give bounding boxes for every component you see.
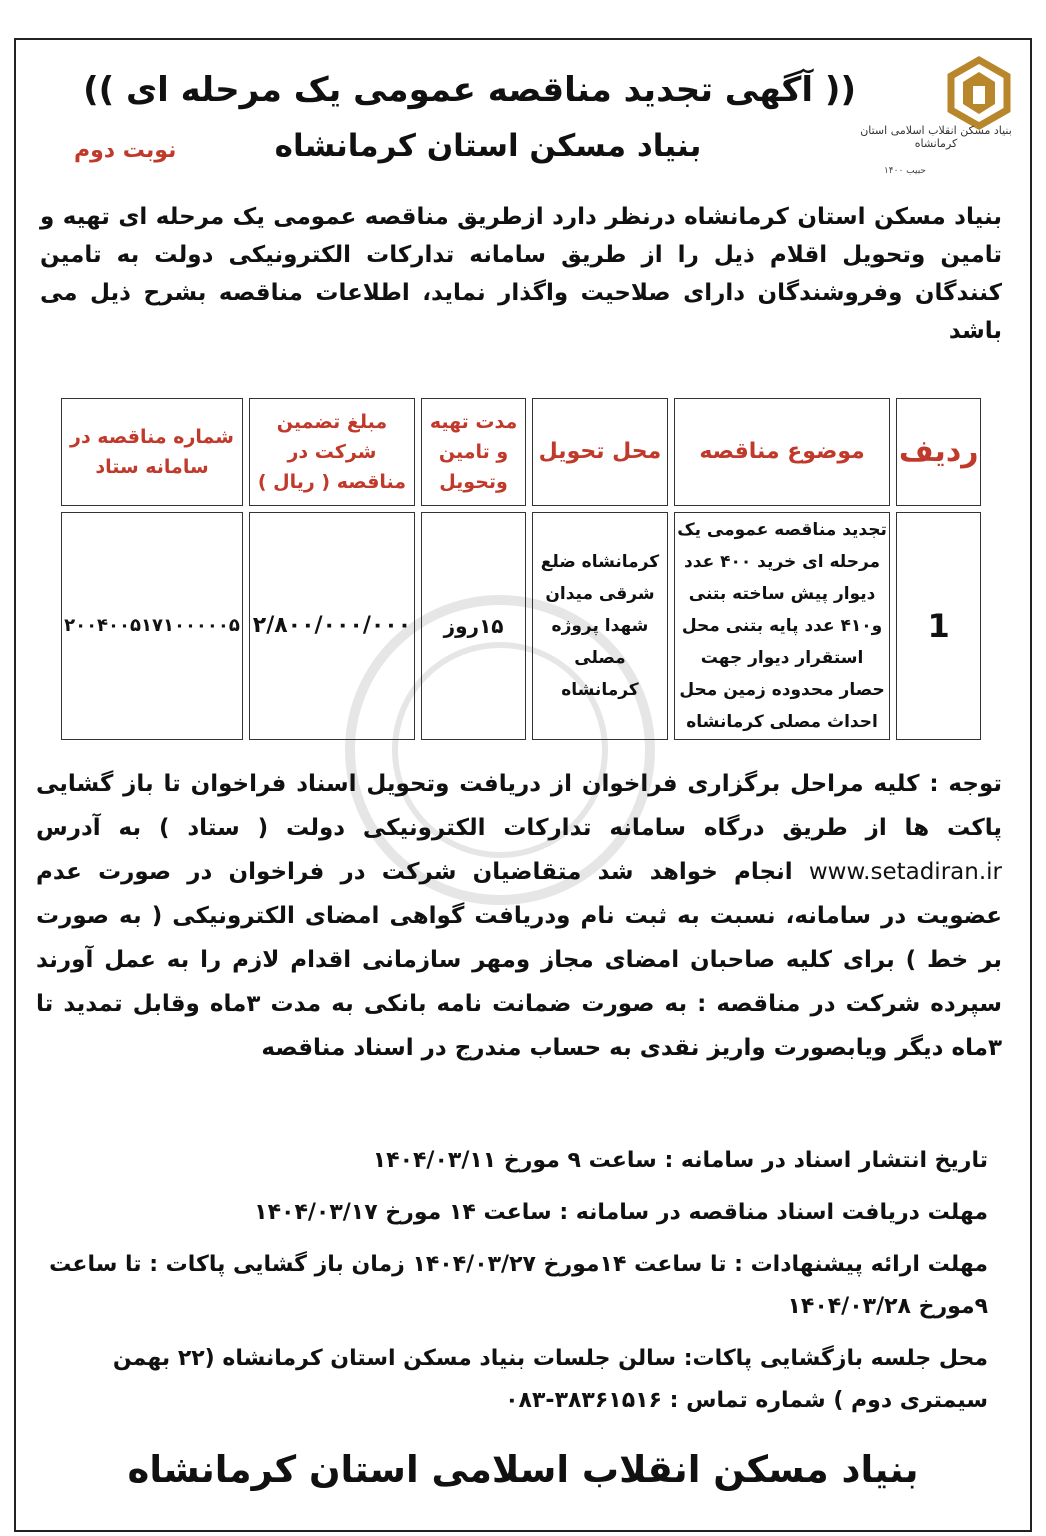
intro-paragraph: بنیاد مسکن استان کرمانشاه درنظر دارد ازطریق مناقصه عمومی یک مرحله ای تهیه و تامین وتحویل اقلام ذیل را از طریق سامانه تدارکات الکترونیکی دولت به تامین کنندگان وفروشندگان دارای صلاحیت واگذار نماید، اطلاعات مناقصه بشرح ذیل می باشد (40, 204, 1002, 344)
submit-deadline: مهلت ارائه پیشنهادات : تا ساعت ۱۴مورخ ۱۴۰۴/۰۳/۲۷ زمان باز گشایی پاکات : تا ساعت ۹مورخ ۱۴۰۴/۰۳/۲۸ (49, 1252, 988, 1319)
receive-deadline: مهلت دریافت اسناد مناقصه در سامانه : ساعت ۱۴ مورخ ۱۴۰۴/۰۳/۱۷ (254, 1200, 988, 1225)
notes-text-2: انجام خواهد شد متقاضیان شرکت در فراخوان در صورت عدم عضویت در سامانه، نسبت به ثبت نام ودریافت گواهی امضای الکترونیکی ( به صورت بر خط ) برای کلیه صاحبان امضای مجاز ومهر سازمانی اقدام لازم را به عمل آورند سپرده شرکت در مناقصه : به صورت ضمانت نامه بانکی به مدت ۳ماه وقابل تمدید تا ۳ماه دیگر ویابصورت واریز نقدی به حساب مندرج در اسناد مناقصه (36, 859, 1002, 1061)
header-tender-number: شماره مناقصه در سامانه ستاد (61, 398, 243, 506)
table-header-row (61, 398, 981, 506)
header-row-number: ردیف (896, 398, 981, 506)
cell-guarantee: ۲/۸۰۰/۰۰۰/۰۰۰ (249, 512, 415, 740)
header-duration: مدت تهیه و تامین وتحویل (421, 398, 526, 506)
header-place: محل تحویل (532, 398, 668, 506)
cell-tender-number: ۲۰۰۴۰۰۵۱۷۱۰۰۰۰۰۵ (61, 512, 243, 740)
notice-subtitle: بنیاد مسکن استان کرمانشاه (274, 128, 702, 164)
cell-duration: ۱۵روز (421, 512, 526, 740)
header-subject: موضوع مناقصه (674, 398, 891, 506)
cell-subject: تجدید مناقصه عمومی یک مرحله ای خرید ۴۰۰ عدد دیوار پیش ساخته بتنی و۴۱۰ عدد پایه بتنی محل استقرار دیوار جهت حصار محدوده زمین محل احداث مصلی کرمانشاه (674, 512, 891, 740)
round-label: نوبت دوم (74, 138, 177, 163)
logo-subcaption: حبیب ۱۴۰۰ (883, 166, 926, 176)
logo-caption: بنیاد مسکن انقلاب اسلامی استان کرمانشاه (860, 124, 1012, 150)
notes-paragraph (36, 762, 1002, 1070)
meeting-location: محل جلسه بازگشایی پاکات: سالن جلسات بنیاد مسکن استان کرمانشاه (۲۲ بهمن سیمتری دوم ) شماره تماس : ۳۸۳۶۱۵۱۶-۰۸۳ (112, 1346, 988, 1413)
footer-organization: بنیاد مسکن انقلاب اسلامی استان کرمانشاه (127, 1448, 919, 1491)
publish-date: تاریخ انتشار اسناد در سامانه : ساعت ۹ مورخ ۱۴۰۴/۰۳/۱۱ (372, 1148, 988, 1173)
notes-text-1: توجه : کلیه مراحل برگزاری فراخوان از دریافت وتحویل اسناد فراخوان تا باز گشایی پاکت ها از طریق درگاه سامانه تدارکات الکترونیکی دولت ( ستاد ) به آدرس (36, 771, 1002, 841)
header-guarantee: مبلغ تضمین شرکت در مناقصه ( ریال ) (249, 398, 415, 506)
website-link[interactable]: www.setadiran.ir (808, 859, 1002, 885)
cell-place: کرمانشاه ضلع شرقی میدان شهدا پروژه مصلی کرمانشاه (532, 512, 668, 740)
tender-table (55, 392, 987, 746)
notice-title: (( آگهی تجدید مناقصه عمومی یک مرحله ای )) (83, 70, 856, 110)
table-row (61, 512, 981, 740)
foundation-logo-icon (849, 52, 1024, 172)
dates-section (36, 1140, 988, 1432)
cell-row-number: 1 (896, 512, 981, 740)
